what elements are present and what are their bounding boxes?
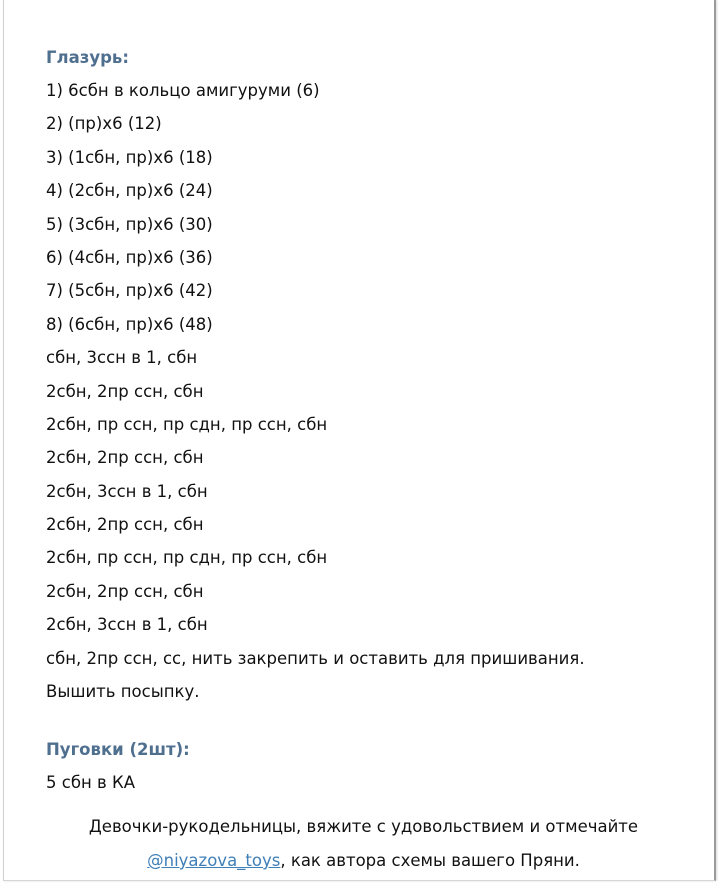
glaze-edge-row: 2сбн, 3ссн в 1, сбн (46, 481, 208, 501)
footer-line-2 (4, 844, 719, 878)
buttons-row-1: 5 сбн в КА (46, 773, 135, 793)
glaze-row-6: 6) (4сбн, пр)х6 (36) (46, 247, 213, 267)
footer-line-2-text: , как автора схемы вашего Пряни. (280, 851, 580, 870)
glaze-edge-row: 2сбн, 2пр ссн, сбн (46, 448, 204, 468)
glaze-edge-row: 2сбн, 2пр ссн, сбн (46, 581, 204, 601)
glaze-edge-row: сбн, 3ссн в 1, сбн (46, 348, 198, 368)
glaze-row-1: 1) 6сбн в кольцо амигуруми (6) (46, 81, 320, 100)
glaze-row-4: 4) (2сбн, пр)х6 (24) (46, 181, 213, 201)
glaze-section-title: Глазурь: (46, 48, 129, 67)
glaze-embroider-note: Вышить посыпку. (46, 682, 200, 702)
author-handle-link[interactable]: @niyazova_toys (147, 851, 281, 870)
glaze-finish-row: сбн, 2пр ссн, сс, нить закрепить и оставить для пришивания. (46, 648, 585, 668)
glaze-row-8: 8) (6сбн, пр)х6 (48) (46, 314, 213, 334)
document-page (3, 0, 716, 881)
footer-line-1: Девочки-рукодельницы, вяжите с удовольствием и отмечайте (88, 817, 639, 836)
glaze-edge-row: 2сбн, пр ссн, пр сдн, пр ссн, сбн (46, 414, 328, 434)
glaze-row-2: 2) (пр)х6 (12) (46, 114, 162, 134)
footer-note (4, 810, 719, 878)
glaze-edge-row: 2сбн, 3ссн в 1, сбн (46, 615, 208, 635)
buttons-instructions (46, 766, 676, 799)
pattern-content (46, 41, 676, 800)
buttons-section-title: Пуговки (2шт): (46, 740, 190, 760)
section-spacer (46, 708, 676, 733)
glaze-row-3: 3) (1сбн, пр)х6 (18) (46, 147, 213, 167)
glaze-edge-row: 2сбн, пр ссн, пр сдн, пр ссн, сбн (46, 548, 328, 568)
glaze-row-7: 7) (5сбн, пр)х6 (42) (46, 281, 213, 301)
glaze-edge-row: 2сбн, 2пр ссн, сбн (46, 515, 204, 535)
glaze-instructions (46, 74, 676, 708)
glaze-row-5: 5) (3сбн, пр)х6 (30) (46, 214, 213, 234)
glaze-edge-row: 2сбн, 2пр ссн, сбн (46, 381, 204, 401)
